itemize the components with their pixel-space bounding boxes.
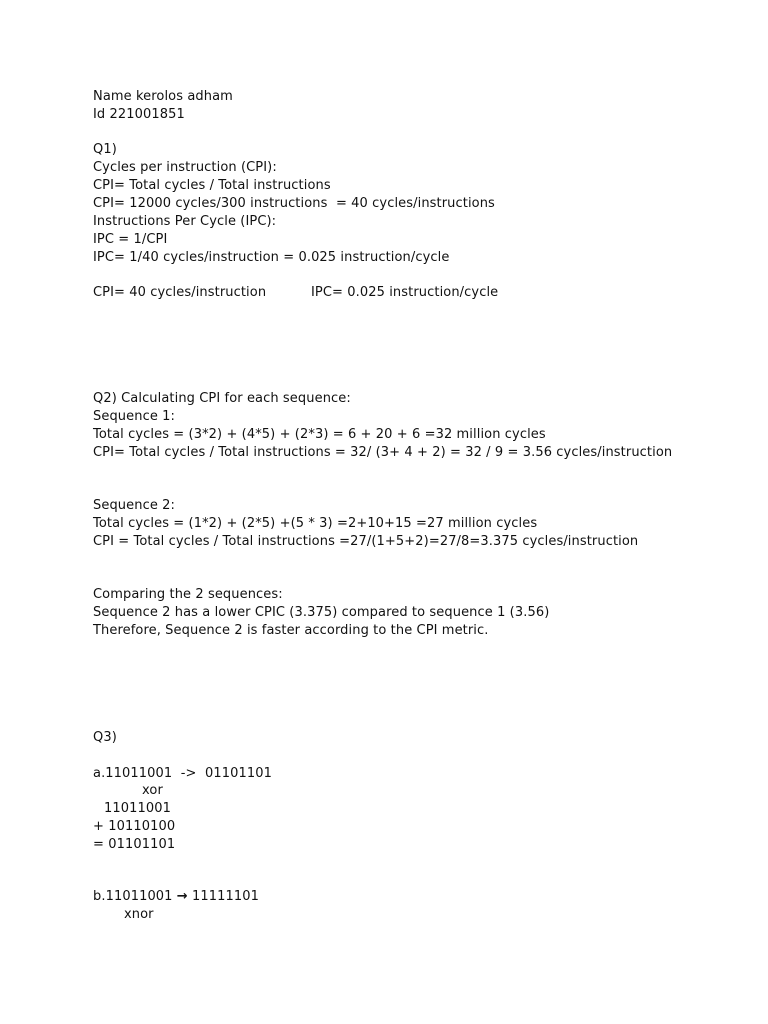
q1-cpi-calc: CPI= 12000 cycles/300 instructions = 40 cycles/instructions	[93, 196, 495, 211]
q3-b-prefix: b.11011001	[93, 889, 177, 904]
q2-title: Q2) Calculating CPI for each sequence:	[93, 391, 351, 406]
q1-summary-cpi: CPI= 40 cycles/instruction	[93, 285, 267, 300]
student-name: Name kerolos adham	[93, 89, 233, 104]
q2-seq2-heading: Sequence 2:	[93, 498, 176, 513]
arrow-right-icon: →	[176, 889, 188, 904]
q3-b-operator: xnor	[124, 907, 154, 922]
q1-ipc-calc: IPC= 1/40 cycles/instruction = 0.025 instruction/cycle	[93, 250, 450, 265]
q3-a-operator: xor	[142, 783, 163, 798]
q2-compare-line2: Therefore, Sequence 2 is faster according to the CPI metric.	[93, 623, 489, 638]
q1-ipc-heading: Instructions Per Cycle (IPC):	[93, 214, 277, 229]
q1-title: Q1)	[93, 142, 117, 157]
q1-cpi-heading: Cycles per instruction (CPI):	[93, 160, 277, 175]
q2-seq1-cpi: CPI= Total cycles / Total instructions = 32/ (3+ 4 + 2) = 32 / 9 = 3.56 cycles/instruction	[93, 445, 673, 460]
q3-b-line	[93, 888, 259, 905]
student-id: Id 221001851	[93, 107, 185, 122]
q2-compare-heading: Comparing the 2 sequences:	[93, 587, 283, 602]
q3-title: Q3)	[93, 730, 117, 745]
q1-cpi-formula: CPI= Total cycles / Total instructions	[93, 178, 331, 193]
q1-summary-ipc: IPC= 0.025 instruction/cycle	[311, 285, 499, 300]
q3-a-line: a.11011001 -> 01101101	[93, 766, 272, 781]
q2-seq2-total: Total cycles = (1*2) + (2*5) +(5 * 3) =2+10+15 =27 million cycles	[93, 516, 538, 531]
q2-seq1-heading: Sequence 1:	[93, 409, 176, 424]
q3-a-operand2: + 10110100	[93, 819, 176, 834]
q3-a-result: = 01101101	[93, 837, 176, 852]
q2-seq2-cpi: CPI = Total cycles / Total instructions =27/(1+5+2)=27/8=3.375 cycles/instruction	[93, 534, 639, 549]
q2-seq1-total: Total cycles = (3*2) + (4*5) + (2*3) = 6 + 20 + 6 =32 million cycles	[93, 427, 546, 442]
q3-b-suffix: 11111101	[187, 889, 259, 904]
q1-ipc-formula: IPC = 1/CPI	[93, 232, 168, 247]
q3-a-operand1: 11011001	[104, 801, 171, 816]
q2-compare-line1: Sequence 2 has a lower CPIC (3.375) compared to sequence 1 (3.56)	[93, 605, 550, 620]
